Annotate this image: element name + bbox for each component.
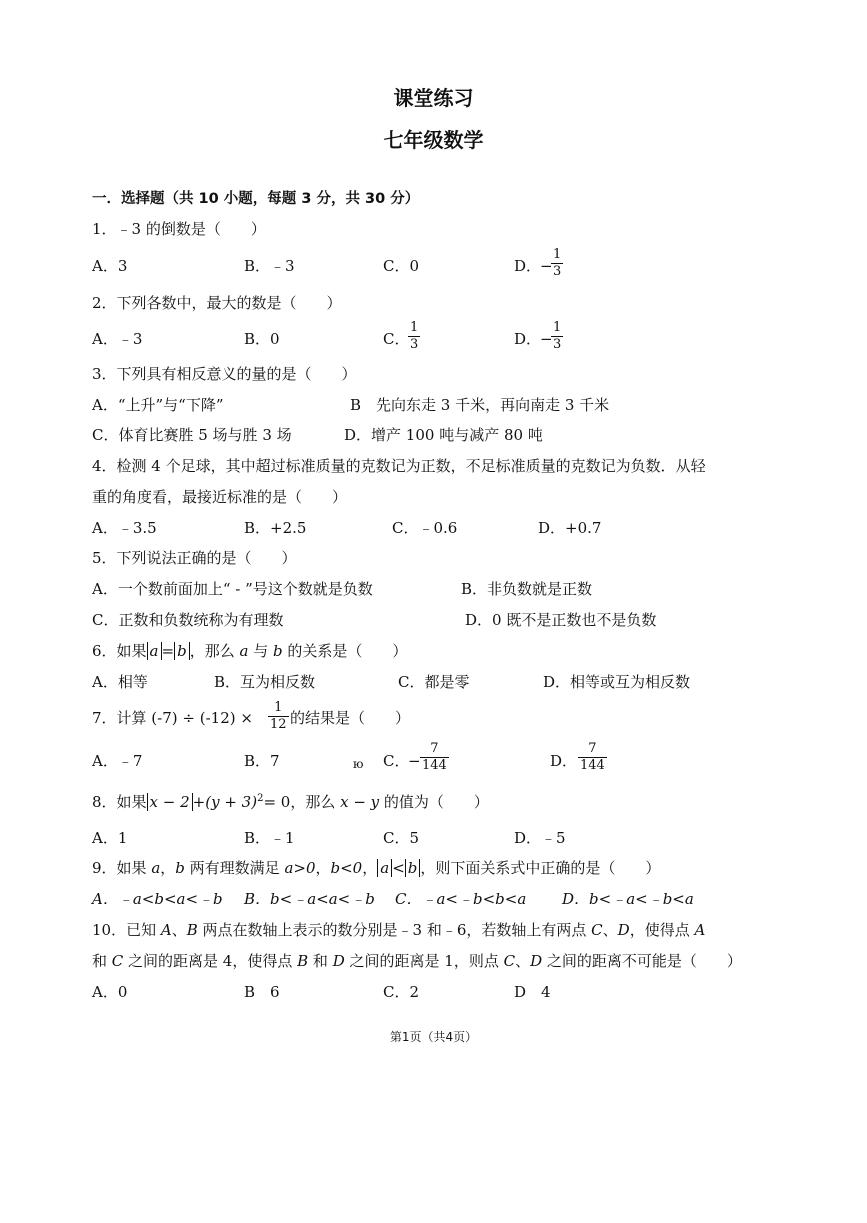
q5-option-d: D．0 既不是正数也不是负数 — [465, 611, 657, 629]
point-c: C — [503, 952, 516, 970]
question-1-stem: 1．﹣3 的倒数是（ ） — [92, 220, 266, 238]
q10-text: 之间的距离不可能是（ ） — [542, 952, 742, 970]
q9-option-d — [562, 892, 694, 907]
q2-option-c-label: C． — [383, 330, 410, 348]
q10-text: 、 — [171, 921, 187, 939]
var-a: a — [239, 642, 249, 660]
q8-plus: + — [192, 793, 206, 811]
q9-option-a-text: A．﹣a<b<a<﹣b — [92, 890, 223, 908]
point-c: C — [591, 921, 603, 939]
question-4-stem-line1: 4．检测 4 个足球，其中超过标准质量的克数记为正数，不足标准质量的克数记为负数．从轻 — [92, 457, 706, 475]
q2-option-d-fraction — [551, 321, 563, 351]
point-a: A — [694, 921, 706, 939]
q7-option-d-label: D． — [550, 752, 578, 770]
q6-abs-a — [147, 642, 162, 660]
q5-option-a: A．一个数前面加上“ - ”号这个数就是负数 — [92, 580, 373, 598]
q7-option-c-label: C． — [383, 752, 410, 770]
q1-option-b: B．﹣3 — [244, 257, 295, 275]
q9-text: ， — [160, 859, 176, 877]
q8-abs-expr — [147, 793, 193, 811]
fraction-numerator: 1 — [553, 247, 562, 262]
q6-equals: = — [161, 642, 175, 660]
q1-option-d-sign: − — [540, 257, 553, 275]
q4-option-b: B．+2.5 — [244, 519, 307, 537]
q4-option-c: C．﹣0.6 — [392, 519, 458, 537]
point-d: D — [530, 952, 543, 970]
var-a: a — [151, 859, 161, 877]
q6-option-b: B．互为相反数 — [214, 673, 316, 691]
point-b: B — [297, 952, 309, 970]
point-c: C — [111, 952, 124, 970]
section-heading: 一．选择题（共 10 小题，每题 3 分，共 30 分） — [92, 191, 420, 207]
q10-option-a: A．0 — [92, 983, 128, 1001]
q8-abs-content: x − 2 — [149, 793, 190, 811]
var-a: a — [380, 859, 390, 877]
q10-text: 之间的距离是 4，使得点 — [123, 952, 298, 970]
question-7-suffix: 的结果是（ ） — [290, 709, 411, 727]
q8-option-a: A．1 — [92, 829, 128, 847]
question-7-prefix: 7．计算 (-7) ÷ (-12) × — [92, 709, 253, 727]
q8-text: ，那么 — [290, 793, 341, 811]
q1-option-d-label: D． — [514, 257, 542, 275]
q9-text: ，则下面关系式中正确的是（ ） — [420, 859, 661, 877]
point-b: B — [186, 921, 198, 939]
q9-text: ， — [362, 859, 378, 877]
var-b: b — [407, 859, 418, 877]
q5-option-b: B．非负数就是正数 — [461, 580, 593, 598]
question-2-stem: 2．下列各数中，最大的数是（ ） — [92, 294, 342, 312]
q7-fraction — [268, 701, 289, 731]
q2-option-a: A．﹣3 — [92, 330, 143, 348]
var-b: b — [175, 859, 185, 877]
q10-option-c: C．2 — [383, 983, 420, 1001]
var-a: a — [149, 642, 159, 660]
question-6-stem — [92, 644, 407, 659]
fraction-denominator: 12 — [270, 716, 287, 732]
q7-option-d-fraction — [578, 742, 607, 772]
q9-abs-b — [405, 859, 421, 877]
q10-text: 之间的距离是 1，则点 — [344, 952, 504, 970]
page-title: 课堂练习 — [393, 86, 474, 110]
q3-option-d: D．增产 100 吨与减产 80 吨 — [344, 426, 543, 444]
q6-option-d: D．相等或互为相反数 — [543, 673, 691, 691]
fraction-numerator: 1 — [274, 700, 283, 715]
stray-mark: ю — [353, 757, 364, 771]
var-b: b — [177, 642, 187, 660]
fraction-numerator: 7 — [430, 741, 439, 756]
q3-option-c: C．体育比赛胜 5 场与胜 3 场 — [92, 426, 292, 444]
q6-option-c: C．都是零 — [398, 673, 470, 691]
fraction-denominator: 3 — [553, 263, 562, 279]
q9-option-c-text: C．﹣a<﹣b<b<a — [395, 890, 527, 908]
q7-option-b: B．7 — [244, 752, 280, 770]
q7-option-c-sign: − — [408, 752, 421, 770]
question-10-stem-line2 — [92, 954, 742, 969]
q10-text: 和 — [92, 952, 112, 970]
fraction-denominator: 144 — [422, 757, 447, 773]
q2-option-d-sign: − — [540, 330, 553, 348]
q1-option-c: C．0 — [383, 257, 420, 275]
q3-option-a: A．“上升”与“下降” — [92, 396, 224, 414]
q10-option-b: B 6 — [244, 983, 280, 1001]
q1-option-d-fraction — [551, 248, 563, 278]
q8-paren-expr: (y + 3) — [205, 793, 258, 811]
q10-option-d: D 4 — [514, 983, 551, 1001]
question-4-stem-line2: 重的角度看，最接近标准的是（ ） — [92, 488, 348, 506]
q9-text: 9．如果 — [92, 859, 152, 877]
q9-abs-a — [377, 859, 392, 877]
fraction-denominator: 3 — [410, 336, 419, 352]
q2-option-c-fraction — [408, 321, 420, 351]
q7-option-c-fraction — [420, 742, 449, 772]
q1-option-a: A．3 — [92, 257, 128, 275]
q8-option-b: B．﹣1 — [244, 829, 295, 847]
fraction-denominator: 3 — [553, 336, 562, 352]
question-5-stem: 5．下列说法正确的是（ ） — [92, 549, 297, 567]
q6-option-a: A．相等 — [92, 673, 148, 691]
fraction-numerator: 1 — [553, 320, 562, 335]
question-8-stem — [92, 794, 489, 810]
page-footer: 第1页（共4页） — [389, 1030, 478, 1044]
q6-text: 与 — [248, 642, 273, 660]
point-a: A — [160, 921, 172, 939]
fraction-denominator: 144 — [580, 757, 605, 773]
q4-option-a: A．﹣3.5 — [92, 519, 157, 537]
q6-abs-b — [174, 642, 190, 660]
q9-option-b — [244, 892, 375, 907]
q9-option-d-text: D．b<﹣a<﹣b<a — [562, 890, 694, 908]
q8-option-c: C．5 — [383, 829, 420, 847]
question-9-stem — [92, 861, 660, 876]
question-10-stem-line1 — [92, 923, 705, 938]
q9-option-a — [92, 892, 223, 907]
q4-option-d: D．+0.7 — [538, 519, 602, 537]
q9-option-b-text: B．b<﹣a<a<﹣b — [244, 890, 375, 908]
q8-exponent: 2 — [257, 793, 264, 804]
q6-text: ，那么 — [189, 642, 240, 660]
q2-option-d-label: D． — [514, 330, 542, 348]
q10-text: 两点在数轴上表示的数分别是﹣3 和﹣6，若数轴上有两点 — [197, 921, 592, 939]
q8-expr: x − y — [340, 793, 380, 811]
point-d: D — [332, 952, 345, 970]
q8-option-d: D．﹣5 — [514, 829, 566, 847]
page-subtitle: 七年级数学 — [383, 128, 484, 152]
q9-text: ， — [315, 859, 331, 877]
q6-text: 的关系是（ ） — [282, 642, 408, 660]
q10-text: 、 — [515, 952, 531, 970]
fraction-numerator: 1 — [410, 320, 419, 335]
q8-eq-zero: = 0 — [263, 793, 291, 811]
q9-condition-2: b<0 — [330, 859, 363, 877]
q9-less-than: < — [392, 859, 405, 877]
q10-text: 10．已知 — [92, 921, 161, 939]
q8-prefix: 8．如果 — [92, 793, 147, 811]
q9-text: 两有理数满足 — [184, 859, 285, 877]
q10-text: 、 — [602, 921, 618, 939]
q9-option-c — [395, 892, 526, 907]
q3-option-b: B 先向东走 3 千米，再向南走 3 千米 — [350, 396, 610, 414]
q2-option-b: B．0 — [244, 330, 280, 348]
point-d: D — [617, 921, 630, 939]
var-b: b — [272, 642, 283, 660]
fraction-numerator: 7 — [588, 741, 597, 756]
q10-text: ，使得点 — [629, 921, 695, 939]
question-3-stem: 3．下列具有相反意义的量的是（ ） — [92, 365, 357, 383]
q6-prefix: 6．如果 — [92, 642, 147, 660]
q5-option-c: C．正数和负数统称为有理数 — [92, 611, 284, 629]
q8-text: 的值为（ ） — [379, 793, 489, 811]
q7-option-a: A．﹣7 — [92, 752, 143, 770]
q9-condition-1: a>0 — [284, 859, 316, 877]
q10-text: 和 — [308, 952, 333, 970]
